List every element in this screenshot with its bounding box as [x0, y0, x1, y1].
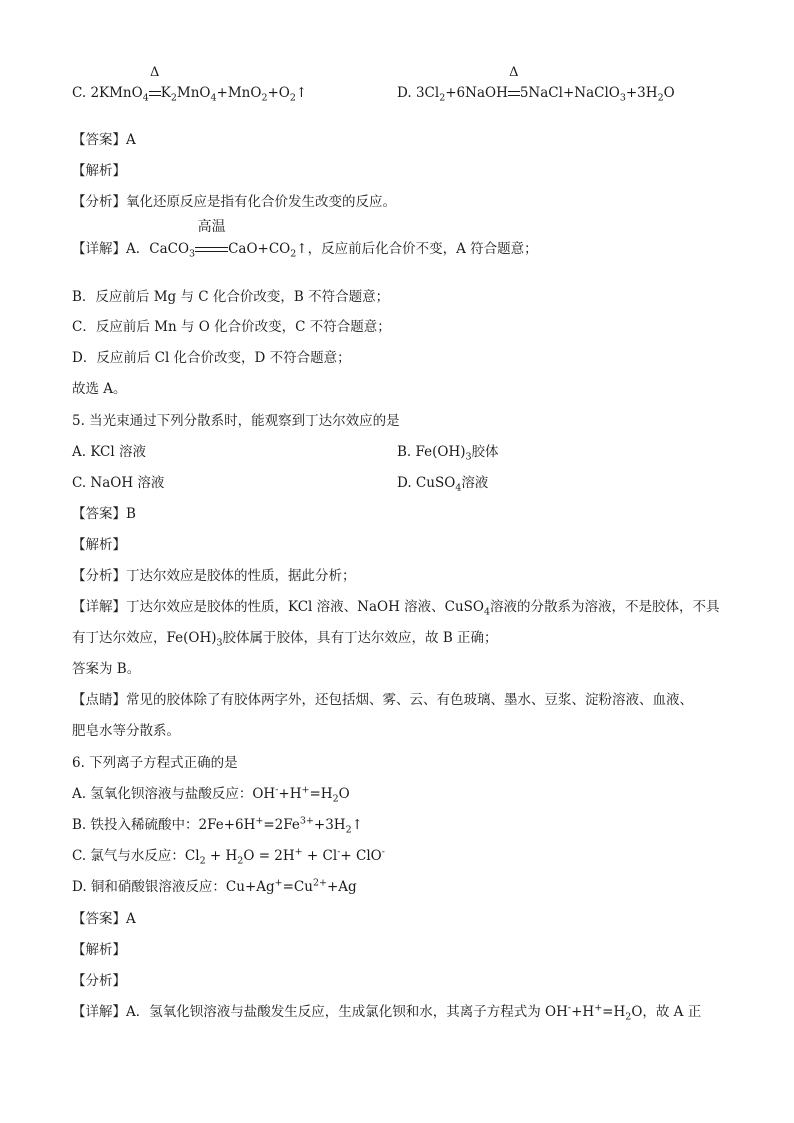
q5-option-d: D. CuSO$_4$溶液	[397, 475, 489, 494]
high-temp-condition: 高温	[195, 239, 228, 259]
q4-option-c-explain: C．反应前后 Mn 与 O 化合价改变，C 不符合题意；	[72, 319, 391, 335]
q4-analysis-heading: 【解析】	[72, 163, 126, 179]
q5-option-c: C. NaOH 溶液	[72, 475, 165, 491]
q5-result: 答案为 B。	[72, 661, 141, 677]
q6-answer: 【答案】A	[72, 911, 136, 927]
q6-analysis-heading: 【解析】	[72, 942, 126, 958]
q4-answer: 【答案】A	[72, 132, 136, 148]
q4-option-d: D. $3Cl_2+6NaOH$ Δ $5NaCl+NaClO_3+3H_2O$	[397, 65, 675, 104]
q4-option-b-explain: B．反应前后 Mg 与 C 化合价改变，B 不符合题意；	[72, 289, 390, 305]
q5-detail-line1: 【详解】丁达尔效应是胶体的性质，KCl 溶液、NaOH 溶液、CuSO$_4$溶液的分散系为溶液，不是胶体，不具	[72, 599, 720, 618]
q6-fenxi: 【分析】	[72, 973, 126, 989]
q6-option-a: A. 氢氧化钡溶液与盐酸反应：$OH^-+H^+=H_2O$	[72, 784, 350, 805]
q4-fenxi: 【分析】氧化还原反应是指有化合价发生改变的反应。	[72, 194, 396, 210]
q6-option-b: B. 铁投入稀硫酸中：$2Fe+6H^+=2Fe^{3+}+3H_2↑$	[72, 815, 363, 836]
q4-option-c: C. 2KMnO$_4$ Δ $K_2MnO_4+MnO_2+O_2↑$	[72, 65, 308, 104]
q5-tip-line1: 【点睛】常见的胶体除了有胶体两字外，还包括烟、雾、云、有色玻璃、墨水、豆浆、淀粉溶液、血液、	[72, 692, 693, 708]
q5-answer: 【答案】B	[72, 506, 136, 522]
q6-option-d: D. 铜和硝酸银溶液反应：$Cu+Ag^+=Cu^{2+}+Ag$	[72, 877, 357, 895]
q5-analysis-heading: 【解析】	[72, 537, 126, 553]
q4-detail: 【详解】A．CaCO$_3$ 高温 $CaO+CO_2↑$，反应前后化合价不变，A 符合题意；	[72, 219, 538, 260]
q6-option-c: C. 氯气与水反应：$Cl_2 + H_2O = 2H^+ + Cl^-+ ClO^-$	[72, 846, 385, 867]
q5-option-b: B. $Fe(OH)_3$胶体	[397, 444, 499, 463]
q5-tip-line2: 肥皂水等分散系。	[72, 723, 180, 739]
heat-condition: Δ	[149, 83, 161, 103]
q6-detail: 【详解】A．氢氧化钡溶液与盐酸发生反应，生成氯化钡和水，其离子方程式为 $OH^-+H^+=H_2O$，故 A 正	[72, 1002, 702, 1023]
q5-stem: 5. 当光束通过下列分散系时，能观察到丁达尔效应的是	[72, 413, 400, 429]
q6-stem: 6. 下列离子方程式正确的是	[72, 755, 238, 771]
q5-fenxi: 【分析】丁达尔效应是胶体的性质，据此分析；	[72, 568, 356, 584]
q4-conclusion: 故选 A。	[72, 381, 127, 397]
heat-condition: Δ	[508, 83, 520, 103]
q5-detail-line2: 有丁达尔效应，$Fe(OH)_3$胶体属于胶体，具有丁达尔效应，故 B 正确；	[72, 630, 498, 649]
q4-option-d-explain: D．反应前后 Cl 化合价改变，D 不符合题意；	[72, 350, 351, 366]
q5-option-a: A. KCl 溶液	[72, 444, 146, 460]
